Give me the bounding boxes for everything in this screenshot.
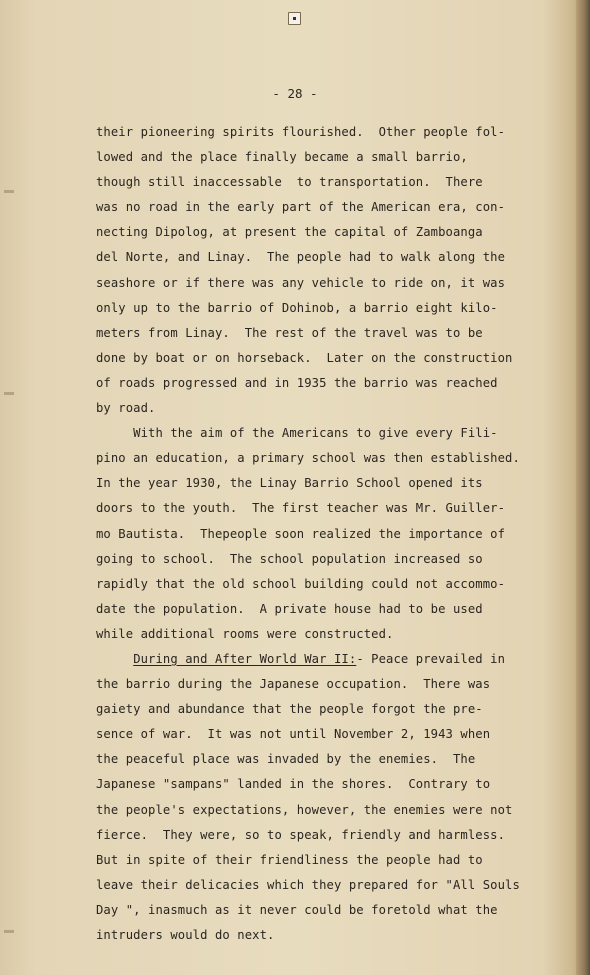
text-line: mo Bautista. Thepeople soon realized the importance of <box>96 526 506 541</box>
text-line: the people's expectations, however, the enemies were not <box>96 802 513 817</box>
text-line: gaiety and abundance that the people forgot the pre- <box>96 702 483 717</box>
text-line: meters from Linay. The rest of the travel was to be <box>96 325 483 340</box>
text-line: was no road in the early part of the American era, con- <box>96 200 506 215</box>
staple-mark <box>288 12 301 25</box>
text-line: sence of war. It was not until November 2, 1943 when <box>96 727 491 742</box>
text-line: doors to the youth. The first teacher was Mr. Guiller- <box>96 501 506 516</box>
text-line: the peaceful place was invaded by the enemies. The <box>96 752 476 767</box>
margin-smudge <box>4 930 14 933</box>
text-line: intruders would do next. <box>96 928 275 942</box>
text-line: by road. <box>96 401 156 416</box>
section-heading-rest: - Peace prevailed in <box>356 651 506 666</box>
text-line: going to school. The school population increased so <box>96 551 483 566</box>
staple-dot <box>293 17 296 20</box>
text-line: their pioneering spirits flourished. Other people fol- <box>96 125 506 139</box>
text-line: With the aim of the Americans to give every Fili- <box>96 426 498 441</box>
text-line: fierce. They were, so to speak, friendly and harmless. <box>96 827 506 842</box>
margin-smudge <box>4 392 14 395</box>
text-line: of roads progressed and in 1935 the barrio was reached <box>96 375 498 390</box>
section-heading: During and After World War II: <box>133 651 357 666</box>
text-line: seashore or if there was any vehicle to ride on, it was <box>96 275 506 290</box>
text-line: date the population. A private house had to be used <box>96 601 483 616</box>
text-line: the barrio during the Japanese occupation. There was <box>96 677 491 692</box>
text-line: Day ", inasmuch as it never could be foretold what the <box>96 902 498 917</box>
body-text <box>96 120 536 948</box>
text-line: though still inaccessable to transportation. There <box>96 175 483 190</box>
page-number: - 28 - <box>272 86 318 101</box>
text-line: But in spite of their friendliness the people had to <box>96 852 483 867</box>
margin-smudge <box>4 190 14 193</box>
text-line: necting Dipolog, at present the capital of Zamboanga <box>96 225 483 240</box>
text-line: In the year 1930, the Linay Barrio School opened its <box>96 476 483 491</box>
text-line: del Norte, and Linay. The people had to walk along the <box>96 250 506 265</box>
book-spine-shadow <box>576 0 590 975</box>
text-line: lowed and the place finally became a small barrio, <box>96 150 468 165</box>
text-line: only up to the barrio of Dohinob, a barrio eight kilo- <box>96 300 498 315</box>
text-line: pino an education, a primary school was then established. <box>96 451 520 466</box>
text-line: done by boat or on horseback. Later on the construction <box>96 350 513 365</box>
text-line: leave their delicacies which they prepared for "All Souls <box>96 877 520 892</box>
text-line: Japanese "sampans" landed in the shores. Contrary to <box>96 777 491 792</box>
section-heading-line <box>96 647 536 672</box>
text-line: rapidly that the old school building could not accommo- <box>96 576 506 591</box>
text-line: while additional rooms were constructed. <box>96 626 394 641</box>
